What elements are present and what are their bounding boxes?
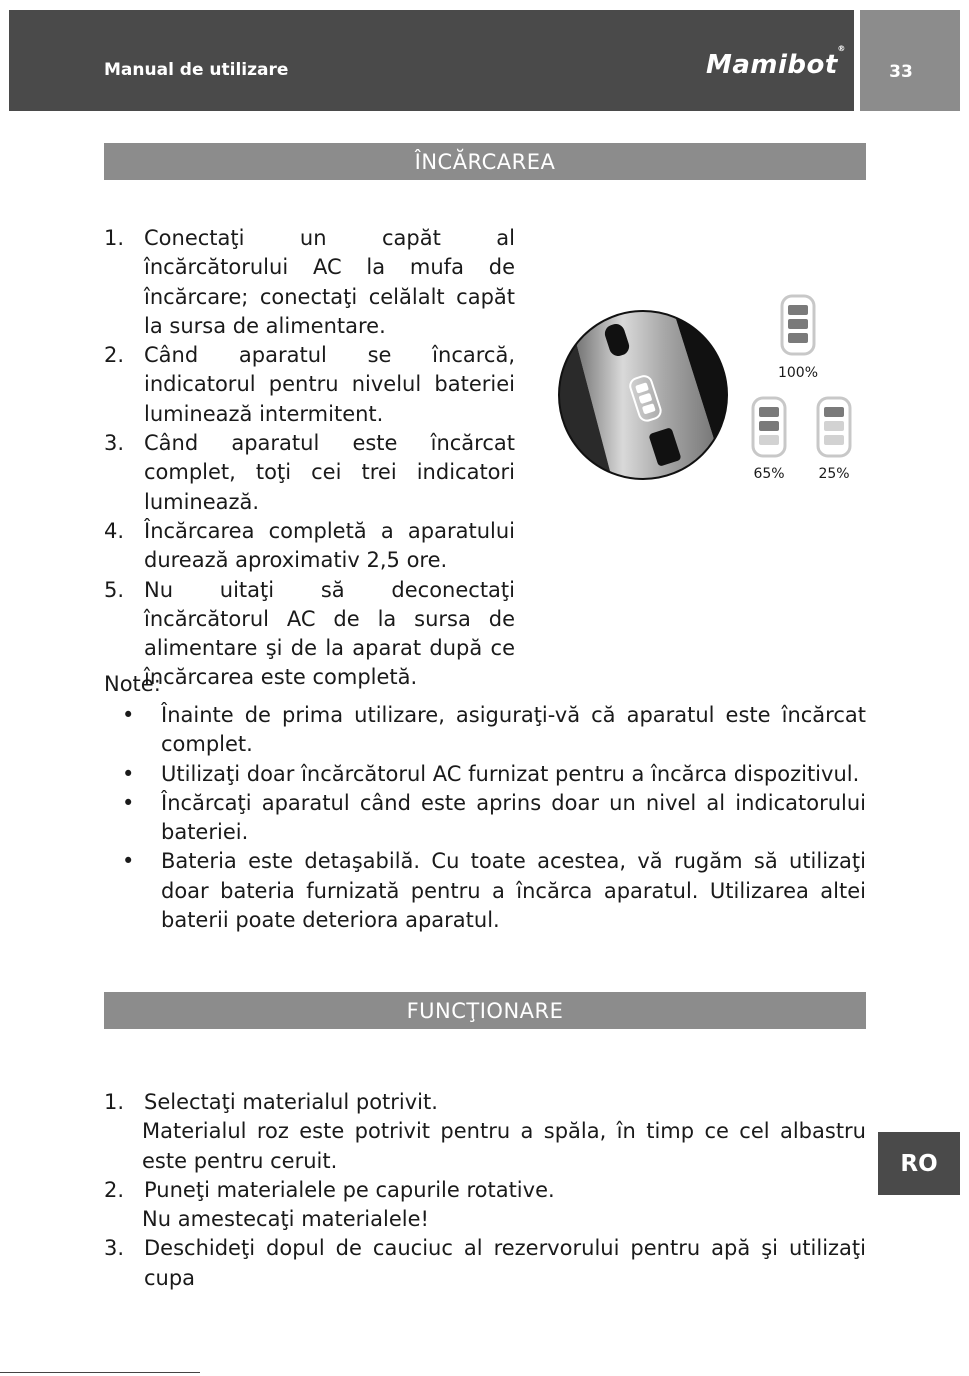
battery-label-25: 25% [818,466,850,482]
list-item [104,1234,866,1293]
bullet: • [122,703,135,727]
battery-segment [788,319,808,329]
list-item [104,701,866,760]
step-number: 3. [104,1236,125,1261]
battery-indicator-illustration [555,290,855,490]
step-text: Când aparatul este încărcat complet, toţi cei trei indicatori luminează. [144,431,515,514]
note-text: Înainte de prima utilizare, asiguraţi-vă că aparatul este încărcat complet. [161,703,866,757]
step-number: 5. [104,577,125,602]
notes-title: Note: [104,672,161,696]
battery-segment [824,435,844,445]
operation-steps-list [104,1088,866,1293]
bullet: • [122,790,135,815]
section-title-charging: ÎNCĂRCAREA [104,143,866,180]
step-text: Deschideţi dopul de cauciuc al rezervorului pentru apă şi utilizaţi cupa [144,1236,866,1290]
list-item [104,760,866,789]
step-number: 1. [104,1090,125,1114]
step-number: 4. [104,518,125,543]
step-text: Conectaţi un capăt al încărcătorului AC la mufa de încărcare; conectaţi celălalt capăt la sursa de alimentare. [144,226,515,338]
battery-label-65: 65% [753,466,785,482]
page-number: 33 [889,62,913,82]
step-number: 1. [104,226,125,250]
note-text: Utilizaţi doar încărcătorul AC furnizat pentru a încărca dispozitivul. [161,761,860,786]
list-item [104,1176,866,1235]
notes-list [104,701,866,935]
section-title-operation: FUNCŢIONARE [104,992,866,1029]
step-number: 3. [104,431,125,456]
note-text: Încărcaţi aparatul când este aprins doar un nivel al indicatorului bateriei. [161,790,866,845]
step-text: Puneţi materialele pe capurile rotative. [144,1177,555,1202]
list-item [104,224,515,341]
list-item [104,341,515,429]
step-text: Încărcarea completă a aparatului durează aproximativ 2,5 ore. [144,518,515,573]
list-item [104,1088,866,1176]
bullet: • [122,849,135,874]
battery-label-100: 100% [777,365,819,381]
battery-segment [759,407,779,417]
list-item [104,576,515,693]
page-number-box [860,10,960,111]
battery-segment [788,305,808,315]
language-tab: RO [878,1132,960,1195]
list-item [104,429,515,517]
device-closeup [555,290,755,490]
bullet: • [122,761,135,786]
brand-logo [706,44,846,80]
step-text: Selectaţi materialul potrivit. [144,1090,438,1114]
list-item [104,517,515,576]
manual-title: Manual de utilizare [104,60,289,80]
battery-icon [753,398,785,456]
step-subtext: Materialul roz este potrivit pentru a spăla, în timp ce cel albastru este pentru ceruit. [142,1119,866,1173]
step-subtext: Nu amestecaţi materialele! [142,1207,429,1232]
step-text: Când aparatul se încarcă, indicatorul pentru nivelul bateriei luminează intermitent. [144,343,515,426]
note-text: Bateria este detaşabilă. Cu toate acestea, vă rugăm să utilizaţi doar bateria furnizată pentru a încărca aparatul. Utilizarea altei baterii poate deteriora aparatul. [161,849,866,933]
list-item [104,847,866,935]
brand-name: Mamibot [706,50,838,80]
battery-segment [759,421,779,431]
step-number: 2. [104,343,125,368]
battery-icon [818,398,850,456]
step-text: Nu uitaţi să deconectaţi încărcătorul AC de la sursa de alimentare şi de la aparat după ce încărcarea este completă. [144,577,515,690]
battery-icon [782,296,814,354]
battery-segment [824,421,844,431]
charging-steps-list [104,224,515,693]
footer-line [0,1372,200,1373]
step-number: 2. [104,1177,125,1202]
battery-segment [759,435,779,445]
battery-segment [824,407,844,417]
battery-segment [788,333,808,343]
registered-mark: ® [837,44,846,53]
list-item [104,789,866,848]
